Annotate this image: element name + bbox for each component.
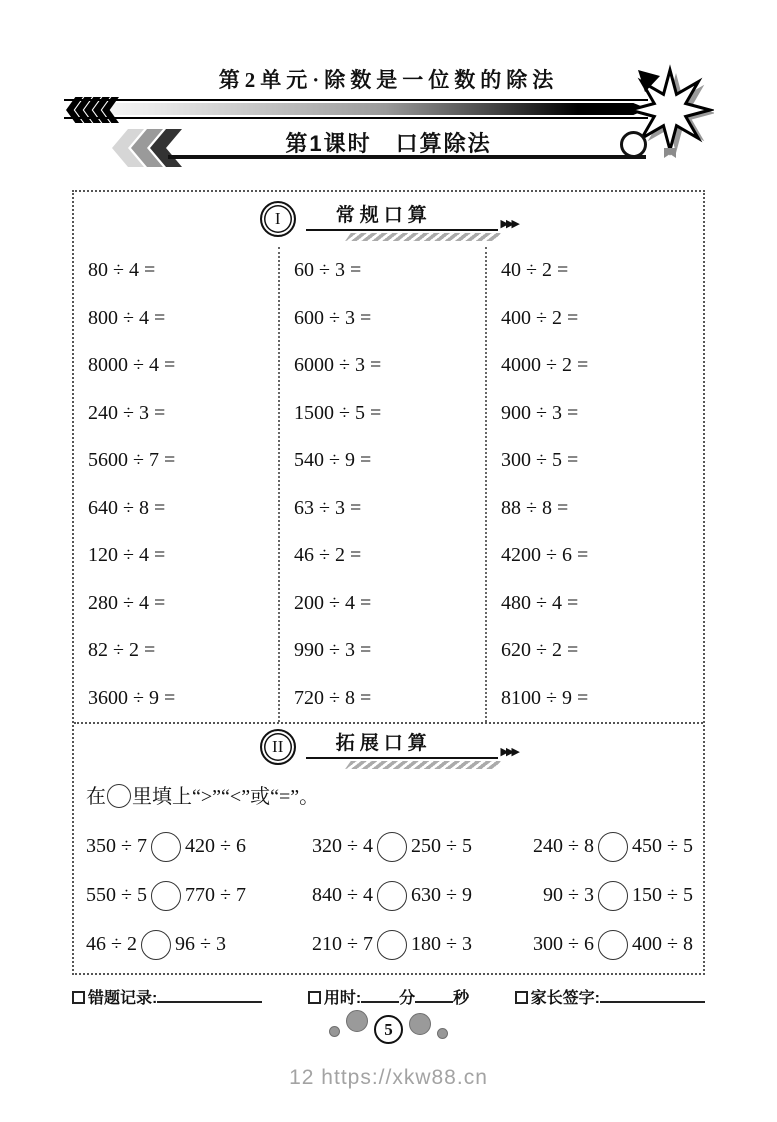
answer-circle <box>151 881 181 911</box>
content-box <box>72 190 705 975</box>
comparison-problem <box>74 871 306 920</box>
minutes-blank <box>361 990 399 1003</box>
comparison-problem <box>306 871 524 920</box>
instruction-prefix: 在 <box>86 786 106 808</box>
division-problem: 60 ÷ 3 = <box>294 259 362 282</box>
division-problem: 40 ÷ 2 = <box>501 259 569 282</box>
problem-column-2 <box>280 247 487 722</box>
section-divider <box>74 722 703 724</box>
division-problem: 3600 ÷ 9 = <box>88 686 176 709</box>
answer-circle <box>598 930 628 960</box>
section2-title: 拓展口算 <box>306 726 498 759</box>
division-problem: 1500 ÷ 5 = <box>294 401 382 424</box>
division-problem: 4000 ÷ 2 = <box>501 354 589 377</box>
left-expression: 46 ÷ 2 <box>86 933 137 955</box>
comparison-problem <box>306 822 524 871</box>
regular-problems-grid <box>74 247 703 722</box>
division-problem: 4200 ÷ 6 = <box>501 544 589 567</box>
division-problem: 63 ÷ 3 = <box>294 496 362 519</box>
division-problem: 280 ÷ 4 = <box>88 591 166 614</box>
right-expression: 400 ÷ 8 <box>632 933 693 955</box>
lesson-title: 第1课时 口算除法 <box>285 131 492 156</box>
section2-numeral-badge: II <box>260 729 296 765</box>
second-label: 秒 <box>453 990 470 1007</box>
mistake-record-field <box>72 985 262 1008</box>
parent-signature-field <box>515 985 705 1008</box>
mistake-record-label: 错题记录: <box>88 990 158 1007</box>
left-chevrons-icon <box>66 97 111 123</box>
left-expression: 350 ÷ 7 <box>86 835 147 857</box>
comparison-problem <box>524 871 703 920</box>
answer-circle <box>377 930 407 960</box>
division-problem: 8000 ÷ 4 = <box>88 354 176 377</box>
unit-title: 第2单元·除数是一位数的除法 <box>218 68 559 92</box>
problem-column-3 <box>487 247 703 722</box>
answer-circle <box>377 832 407 862</box>
checkbox-icon <box>72 991 85 1004</box>
right-expression: 630 ÷ 9 <box>410 884 472 906</box>
comparison-problem <box>306 920 524 969</box>
division-problem: 540 ÷ 9 = <box>294 449 372 472</box>
division-problem: 8100 ÷ 9 = <box>501 686 589 709</box>
left-expression: 840 ÷ 4 <box>312 884 373 906</box>
comparison-problems-grid <box>74 822 703 969</box>
big-dot-icon <box>409 1013 431 1035</box>
section1-title: 常规口算 <box>306 198 498 231</box>
parent-signature-label: 家长签字: <box>530 990 600 1007</box>
gradient-fill <box>64 103 648 115</box>
small-dot-icon <box>437 1028 448 1039</box>
meta-row <box>72 985 705 1008</box>
time-used-label: 用时: <box>323 990 362 1007</box>
section2-header <box>74 726 703 769</box>
small-dot-icon <box>329 1026 340 1037</box>
division-problem: 120 ÷ 4 = <box>88 544 166 567</box>
section1-header <box>74 198 703 241</box>
seconds-blank <box>415 990 453 1003</box>
left-expression: 240 ÷ 8 <box>533 835 595 857</box>
right-expression: 420 ÷ 6 <box>184 835 246 857</box>
division-problem: 720 ÷ 8 = <box>294 686 372 709</box>
division-problem: 6000 ÷ 3 = <box>294 354 382 377</box>
right-expression: 96 ÷ 3 <box>174 933 226 955</box>
division-problem: 600 ÷ 3 = <box>294 306 372 329</box>
right-expression: 150 ÷ 5 <box>632 884 693 906</box>
division-problem: 82 ÷ 2 = <box>88 639 156 662</box>
footer-site-text: 12 https://xkw88.cn <box>289 1066 488 1089</box>
comparison-problem <box>524 920 703 969</box>
left-expression: 300 ÷ 6 <box>533 933 595 955</box>
blank-circle-icon <box>107 784 131 808</box>
section1-numeral-badge: I <box>260 201 296 237</box>
left-expression: 210 ÷ 7 <box>312 933 373 955</box>
left-expression: 550 ÷ 5 <box>86 884 147 906</box>
answer-circle <box>598 832 628 862</box>
hatch-bar-icon <box>345 761 501 769</box>
problem-column-1 <box>74 247 280 722</box>
page-number-ornament <box>0 1006 777 1044</box>
checkbox-icon <box>308 991 321 1004</box>
division-problem: 300 ÷ 5 = <box>501 449 579 472</box>
right-expression: 180 ÷ 3 <box>410 933 472 955</box>
answer-circle <box>141 930 171 960</box>
answer-circle <box>377 881 407 911</box>
left-expression: 320 ÷ 4 <box>312 835 373 857</box>
division-problem: 900 ÷ 3 = <box>501 401 579 424</box>
division-problem: 620 ÷ 2 = <box>501 639 579 662</box>
answer-circle <box>151 832 181 862</box>
comparison-problem <box>74 822 306 871</box>
time-used-field <box>308 985 469 1008</box>
division-problem: 46 ÷ 2 = <box>294 544 362 567</box>
division-problem: 800 ÷ 4 = <box>88 306 166 329</box>
big-dot-icon <box>346 1010 368 1032</box>
division-problem: 80 ÷ 4 = <box>88 259 156 282</box>
comparison-problem <box>74 920 306 969</box>
division-problem: 5600 ÷ 7 = <box>88 449 176 472</box>
division-problem: 640 ÷ 8 = <box>88 496 166 519</box>
minute-label: 分 <box>399 990 416 1007</box>
page-number: 5 <box>374 1015 403 1044</box>
division-problem: 400 ÷ 2 = <box>501 306 579 329</box>
parent-signature-blank <box>600 990 705 1003</box>
division-problem: 200 ÷ 4 = <box>294 591 372 614</box>
checkbox-icon <box>515 991 528 1004</box>
header-gradient-bar <box>64 99 648 119</box>
mistake-record-blank <box>157 990 262 1003</box>
triple-arrow-icon: ▸▸▸ <box>500 215 518 232</box>
answer-circle <box>598 881 628 911</box>
right-expression: 770 ÷ 7 <box>184 884 246 906</box>
right-expression: 250 ÷ 5 <box>410 835 472 857</box>
comparison-instruction <box>86 780 319 809</box>
instruction-suffix: 里填上“>”“<”或“=”。 <box>132 786 320 808</box>
division-problem: 990 ÷ 3 = <box>294 639 372 662</box>
comparison-problem <box>524 822 703 871</box>
division-problem: 480 ÷ 4 = <box>501 591 579 614</box>
division-problem: 88 ÷ 8 = <box>501 496 569 519</box>
triple-arrow-icon: ▸▸▸ <box>500 743 518 760</box>
right-expression: 450 ÷ 5 <box>632 835 693 857</box>
division-problem: 240 ÷ 3 = <box>88 401 166 424</box>
hatch-bar-icon <box>345 233 501 241</box>
left-expression: 90 ÷ 3 <box>543 884 595 906</box>
